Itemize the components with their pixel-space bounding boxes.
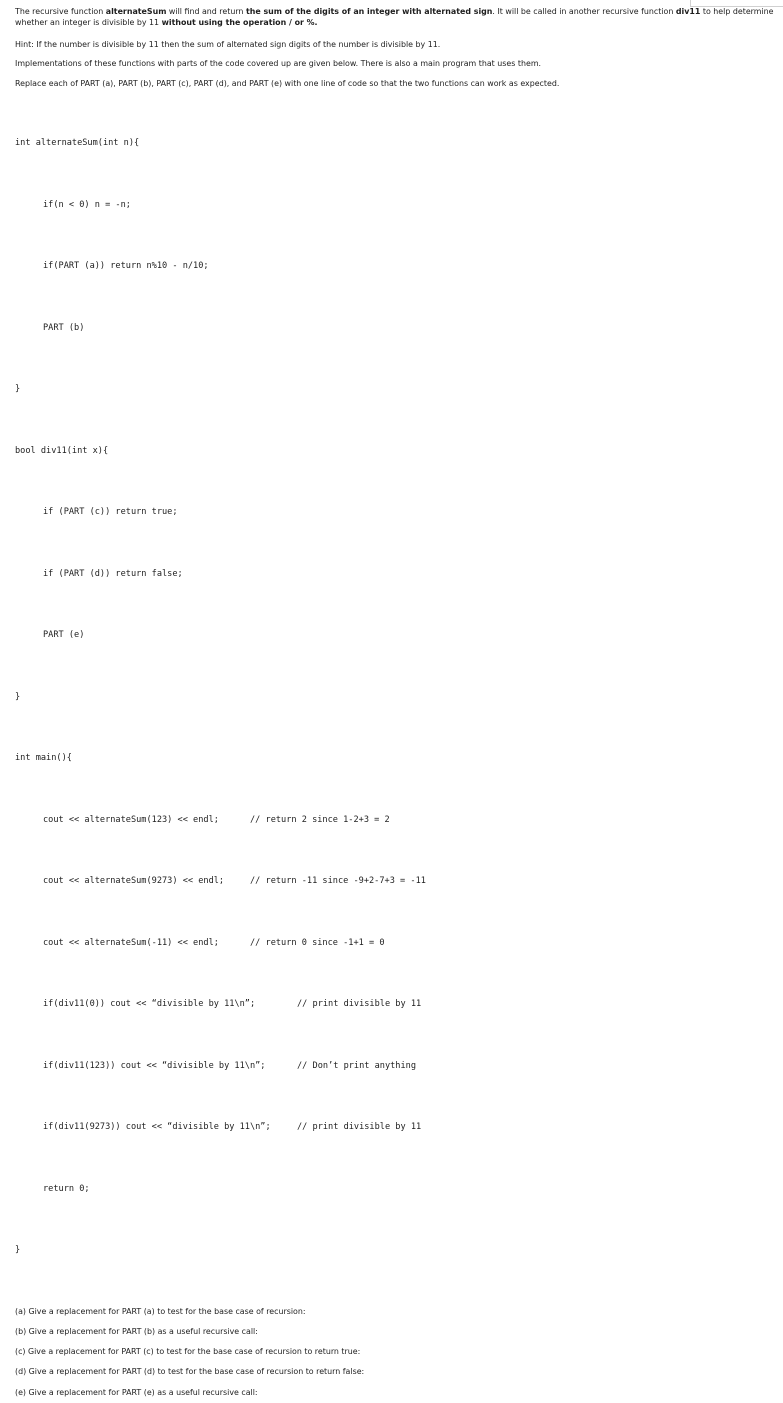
code-statement: cout << alternateSum(-11) << endl; — [43, 937, 219, 948]
intro-text-4: to help determine whether an integer is divisible by 11 — [15, 7, 774, 27]
document — [15, 6, 780, 1403]
code-line — [15, 1117, 780, 1138]
code-line: int main(){ — [15, 753, 72, 763]
code-line — [15, 871, 780, 892]
implementation-text: Implementations of these functions with parts of the code covered up are given below. There is also a main program that uses them. — [15, 59, 542, 68]
code-line: if (PART (c)) return true; — [43, 507, 178, 517]
intro-bold-sum: the sum of the digits of an integer with alternated sign — [245, 7, 493, 16]
code-statement: if(div11(123)) cout << “divisible by 11\n”; — [43, 1060, 266, 1071]
code-line — [15, 810, 780, 831]
question-e: (e) Give a replacement for PART (e) as a useful recursive call: — [15, 1387, 258, 1397]
code-line: } — [15, 691, 21, 702]
code-line: if (PART (d)) return false; — [43, 568, 183, 579]
code-line — [15, 1056, 780, 1077]
code-comment: // return 2 since 1-2+3 = 2 — [250, 814, 390, 825]
code-statement: cout << alternateSum(123) << endl; — [43, 814, 219, 825]
code-line: if(n < 0) n = -n; — [43, 199, 131, 210]
intro-bold-alternatesum: alternateSum — [105, 7, 167, 16]
code-line: int alternateSum(int n){ — [15, 138, 140, 148]
code-line: } — [15, 1245, 21, 1255]
question-a: (a) Give a replacement for PART (a) to test for the base case of recursion: — [15, 1306, 306, 1316]
intro-bold-div11: div11 — [675, 7, 701, 16]
code-line: PART (e) — [43, 630, 85, 640]
code-line: } — [15, 384, 21, 394]
question-list — [15, 1302, 780, 1403]
code-statement: cout << alternateSum(9273) << endl; — [43, 876, 225, 886]
question-d: (d) Give a replacement for PART (d) to test for the base case of recursion to return false: — [15, 1367, 365, 1377]
intro-text-3: . It will be called in another recursive function — [492, 7, 676, 16]
code-comment: // return -11 since -9+2-7+3 = -11 — [250, 876, 426, 886]
code-comment: // return 0 since -1+1 = 0 — [250, 937, 385, 948]
code-line — [15, 933, 780, 954]
code-comment: // print divisible by 11 — [297, 999, 422, 1009]
code-line: PART (b) — [43, 322, 85, 333]
code-line: if(PART (a)) return n%10 - n/10; — [43, 261, 209, 271]
intro-bold-constraint: without using the operation / or %. — [161, 18, 318, 27]
code-block — [15, 92, 780, 1302]
code-comment: // Don’t print anything — [297, 1060, 416, 1071]
code-statement: if(div11(9273)) cout << “divisible by 11\n”; — [43, 1122, 271, 1132]
intro-text-1: The recursive function — [15, 7, 106, 16]
code-line — [15, 994, 780, 1015]
question-b: (b) Give a replacement for PART (b) as a useful recursive call: — [15, 1326, 258, 1336]
hint-text: Hint: If the number is divisible by 11 then the sum of alternated sign digits of the number is divisible by 11. — [15, 40, 441, 49]
code-comment: // print divisible by 11 — [297, 1122, 422, 1132]
intro-text-2: will find and return — [166, 7, 246, 16]
code-line: bool div11(int x){ — [15, 445, 109, 456]
code-statement: if(div11(0)) cout << “divisible by 11\n”; — [43, 999, 256, 1009]
question-c: (c) Give a replacement for PART (c) to test for the base case of recursion to return true: — [15, 1347, 361, 1357]
code-line: return 0; — [43, 1183, 90, 1194]
intro-paragraph — [15, 6, 780, 28]
replace-instruction: Replace each of PART (a), PART (b), PART (c), PART (d), and PART (e) with one line of code so that the two functions can work as expected. — [15, 79, 560, 88]
